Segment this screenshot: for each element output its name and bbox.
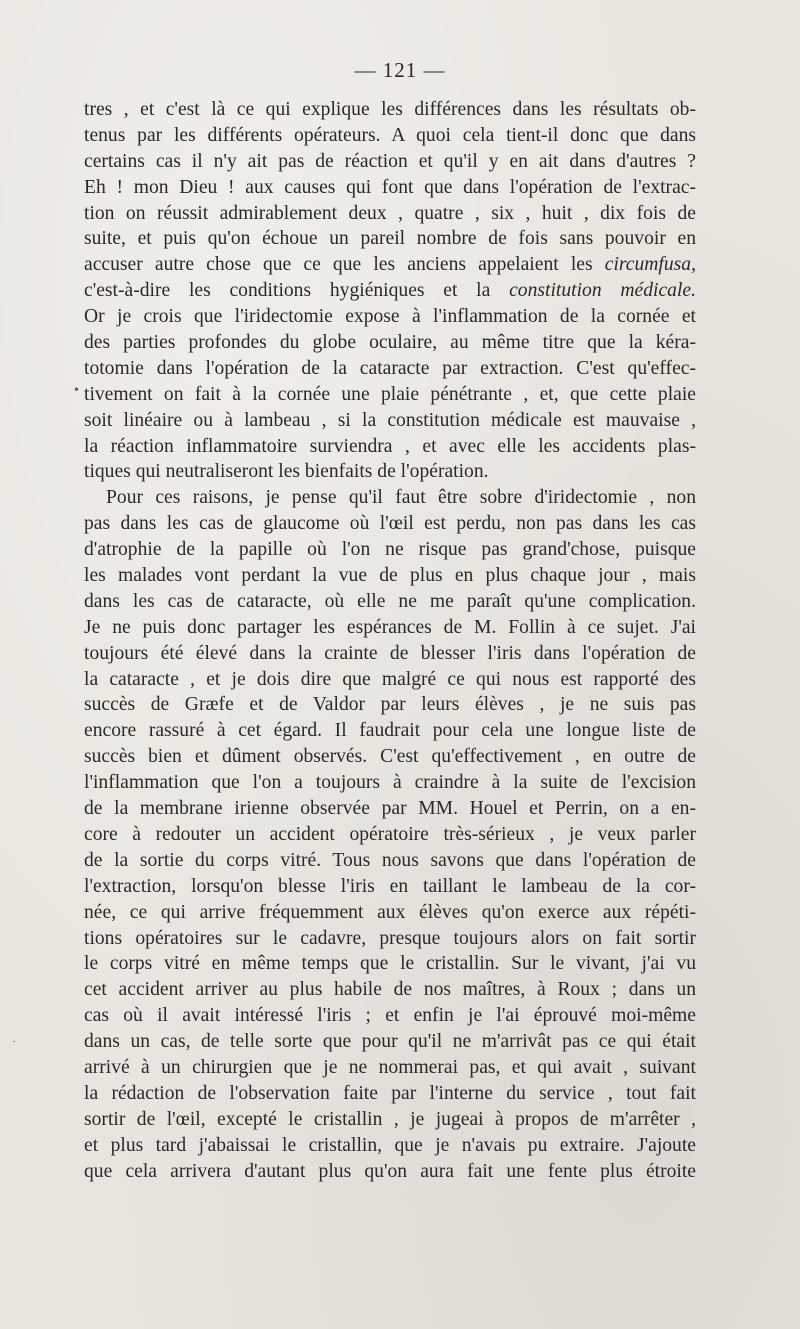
ink-speck: • bbox=[74, 383, 79, 398]
text-line: la cataracte , et je dois dire que malgré ce qui nous est rapporté des bbox=[84, 668, 696, 690]
text-line: Je ne puis donc partager les espérances de M. Follin à ce sujet. J'ai bbox=[84, 616, 696, 638]
text-line: dans un cas, de telle sorte que pour qu'il ne m'arrivât pas ce qui était bbox=[84, 1031, 696, 1053]
text-line: core à redouter un accident opératoire très-sérieux , je veux parler bbox=[84, 823, 696, 845]
text-line: arrivé à un chirurgien que je ne nommerai pas, et qui avait , suivant bbox=[84, 1056, 696, 1078]
text-line: totomie dans l'opération de la cataracte par extraction. C'est qu'effec- bbox=[84, 357, 696, 379]
text-line-paragraph-start: Pour ces raisons, je pense qu'il faut être sobre d'iridectomie , non bbox=[106, 487, 696, 509]
text-line: toujours été élevé dans la crainte de blesser l'iris dans l'opération de bbox=[84, 642, 696, 664]
italic-term-circumfusa: circumfusa, bbox=[604, 254, 696, 276]
text-line: que cela arrivera d'autant plus qu'on aura fait une fente plus étroite bbox=[84, 1160, 696, 1182]
text-line: succès de Græfe et de Valdor par leurs élèves , je ne suis pas bbox=[84, 694, 696, 716]
body-text bbox=[84, 97, 696, 1184]
text-line: les malades vont perdant la vue de plus en plus chaque jour , mais bbox=[84, 565, 696, 587]
text-line: cet accident arriver au plus habile de nos maîtres, à Roux ; dans un bbox=[84, 979, 696, 1001]
text-line: d'atrophie de la papille où l'on ne risque pas grand'chose, puisque bbox=[84, 539, 696, 561]
text-line-paragraph-end: tiques qui neutraliseront les bienfaits de l'opération. bbox=[84, 461, 489, 483]
text-line: la rédaction de l'observation faite par l'interne du service , tout fait bbox=[84, 1082, 696, 1104]
text-line-with-italic bbox=[84, 278, 696, 304]
page-number: — 121 — bbox=[354, 58, 446, 82]
text-line: pas dans les cas de glaucome où l'œil est perdu, non pas dans les cas bbox=[84, 513, 696, 535]
text-line: des parties profondes du globe oculaire, au même titre que la kéra- bbox=[84, 332, 696, 354]
text-line: de la sortie du corps vitré. Tous nous savons que dans l'opération de bbox=[84, 849, 696, 871]
text-line: sortir de l'œil, excepté le cristallin , je jugeai à propos de m'arrêter , bbox=[84, 1108, 696, 1130]
text-line: succès bien et dûment observés. C'est qu'effectivement , en outre de bbox=[84, 746, 696, 768]
text-line: certains cas il n'y ait pas de réaction et qu'il y en ait dans d'autres ? bbox=[84, 150, 696, 172]
text-line: cas où il avait intéressé l'iris ; et enfin je l'ai éprouvé moi-même bbox=[84, 1005, 696, 1027]
text-line: tenus par les différents opérateurs. A quoi cela tient-il donc que dans bbox=[84, 124, 696, 146]
text-line: tres , et c'est là ce qui explique les différences dans les résultats ob- bbox=[84, 99, 696, 120]
text-line: tions opératoires sur le cadavre, presque toujours alors on fait sortir bbox=[84, 927, 696, 949]
text-line: tion on réussit admirablement deux , quatre , six , huit , dix fois de bbox=[84, 202, 696, 224]
text-line: suite, et puis qu'on échoue un pareil nombre de fois sans pouvoir en bbox=[84, 228, 696, 250]
text-line: la réaction inflammatoire surviendra , et avec elle les accidents plas- bbox=[84, 435, 696, 457]
ink-speck: · bbox=[12, 1034, 16, 1048]
text-line: tivement on fait à la cornée une plaie pénétrante , et, que cette plaie bbox=[84, 383, 696, 405]
italic-term-constitution-medicale: constitution médicale. bbox=[509, 280, 696, 302]
text-line: dans les cas de cataracte, où elle ne me paraît qu'une complication. bbox=[84, 590, 696, 612]
text-line: l'extraction, lorsqu'on blesse l'iris en taillant le lambeau de la cor- bbox=[84, 875, 696, 897]
text-line: née, ce qui arrive fréquemment aux élèves qu'on exerce aux répéti- bbox=[84, 901, 696, 923]
text-line: encore rassuré à cet égard. Il faudrait pour cela une longue liste de bbox=[84, 720, 696, 742]
text-line: Eh ! mon Dieu ! aux causes qui font que dans l'opération de l'extrac- bbox=[84, 176, 696, 198]
text-segment: c'est-à-dire les conditions hygiéniques et la bbox=[84, 280, 491, 302]
text-line: Or je crois que l'iridectomie expose à l'inflammation de la cornée et bbox=[84, 306, 696, 328]
text-segment: accuser autre chose que ce que les anciens appelaient les bbox=[84, 254, 593, 276]
text-line-with-italic bbox=[84, 252, 696, 278]
text-line: et plus tard j'abaissai le cristallin, que je n'avais pu extraire. J'ajoute bbox=[84, 1134, 696, 1156]
text-line: l'inflammation que l'on a toujours à craindre à la suite de l'excision bbox=[84, 772, 696, 794]
text-line: le corps vitré en même temps que le cristallin. Sur le vivant, j'ai vu bbox=[84, 953, 696, 975]
text-line: de la membrane irienne observée par MM. Houel et Perrin, on a en- bbox=[84, 798, 696, 820]
text-line: soit linéaire ou à lambeau , si la constitution médicale est mauvaise , bbox=[84, 409, 696, 431]
